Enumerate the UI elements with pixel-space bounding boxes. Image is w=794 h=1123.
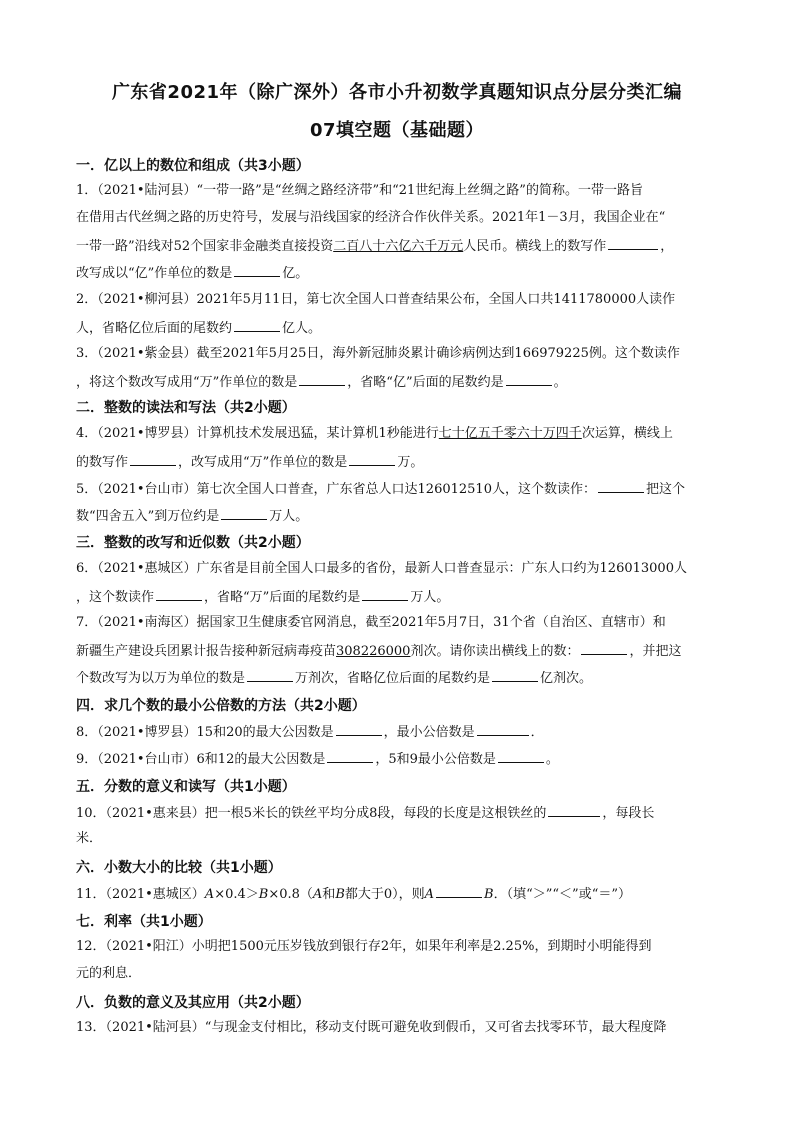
question-3-line-1: 3．（2021•紫金县）截至2021年5月25日，海外新冠肺炎累计确诊病例达到166979225例。这个数读作 bbox=[76, 346, 680, 361]
question-text: 10．（2021•惠来县）把一根5米长的铁丝平均分成8段，每段的长度是这根铁丝的 bbox=[76, 806, 547, 821]
question-5-line-2 bbox=[76, 506, 722, 526]
question-10-line-1 bbox=[76, 803, 722, 823]
answer-blank[interactable] bbox=[336, 722, 382, 736]
question-text: 新疆生产建设兵团累计报告接种新冠病毒疫苗 bbox=[76, 644, 337, 659]
variable-b: B bbox=[258, 887, 269, 902]
question-2-line-1: 2．（2021•柳河县）2021年5月11日，第七次全国人口普查结果公布，全国人口共1411780000人读作 bbox=[76, 292, 676, 307]
question-text: 8．（2021•博罗县）15和20的最大公因数是 bbox=[76, 725, 334, 740]
variable-a: A bbox=[312, 887, 323, 902]
question-text: ，5和9最小公倍数是 bbox=[375, 752, 496, 767]
question-9-line-1 bbox=[76, 749, 722, 769]
question-12-line-1: 12．（2021•阳江）小明把1500元压岁钱放到银行存2年，如果年利率是2.25%，到期时小明能得到 bbox=[76, 939, 652, 954]
question-text: ，这个数读作 bbox=[76, 590, 155, 605]
section-heading: 六．小数大小的比较（共1小题） bbox=[76, 860, 282, 876]
question-text: ，并把这 bbox=[629, 644, 682, 659]
answer-blank[interactable] bbox=[506, 372, 552, 386]
answer-blank[interactable] bbox=[234, 263, 280, 277]
question-text: 个数改写为以万为单位的数是 bbox=[76, 671, 246, 686]
question-4-line-2 bbox=[76, 452, 722, 472]
question-text: 剂次。请你读出横线上的数： bbox=[410, 644, 580, 659]
question-10-line-2: 米． bbox=[76, 831, 103, 846]
section-heading: 五．分数的意义和读写（共1小题） bbox=[76, 779, 296, 795]
question-text: ． bbox=[530, 725, 544, 740]
question-4-line-1 bbox=[76, 425, 722, 443]
question-text: 11．（2021•惠城区） bbox=[76, 887, 205, 902]
question-text: 改写成以“亿”作单位的数是 bbox=[76, 266, 233, 281]
question-1-line-3 bbox=[76, 236, 722, 256]
question-text: 都大于0），则 bbox=[344, 887, 425, 902]
section-heading: 七．利率（共1小题） bbox=[76, 914, 212, 930]
question-7-line-2 bbox=[76, 641, 722, 661]
answer-blank[interactable] bbox=[130, 452, 176, 466]
answer-blank[interactable] bbox=[608, 236, 658, 250]
underlined-number: 308226000 bbox=[336, 644, 411, 659]
answer-blank[interactable] bbox=[477, 722, 529, 736]
answer-blank[interactable] bbox=[221, 506, 267, 520]
question-text: 万剂次，省略亿位后面的尾数约是 bbox=[295, 671, 491, 686]
question-text: 。 bbox=[553, 375, 567, 390]
question-text: ×0.4＞ bbox=[214, 887, 259, 902]
question-12-line-2: 元的利息． bbox=[76, 966, 142, 981]
answer-blank[interactable] bbox=[156, 587, 202, 601]
question-6-line-2 bbox=[76, 587, 722, 607]
question-text: 人，省略亿位后面的尾数约 bbox=[76, 321, 233, 336]
question-7-line-1: 7．（2021•南海区）据国家卫生健康委官网消息，截至2021年5月7日，31个省（自治区、直辖市）和 bbox=[76, 615, 666, 630]
answer-blank[interactable] bbox=[498, 749, 544, 763]
question-1-line-4 bbox=[76, 263, 722, 283]
section-heading: 二．整数的读法和写法（共2小题） bbox=[76, 400, 296, 416]
answer-blank[interactable] bbox=[327, 749, 373, 763]
question-text: ×0.8（ bbox=[268, 887, 313, 902]
question-text: ，省略“万”后面的尾数约是 bbox=[204, 590, 361, 605]
answer-blank[interactable] bbox=[362, 587, 408, 601]
answer-blank[interactable] bbox=[492, 668, 538, 682]
question-8-line-1 bbox=[76, 722, 722, 742]
section-heading: 八．负数的意义及其应用（共2小题） bbox=[76, 995, 310, 1011]
question-1-line-1: 1．（2021•陆河县）“一带一路”是“丝绸之路经济带”和“21世纪海上丝绸之路”的简称。一带一路旨 bbox=[76, 183, 643, 198]
question-11-line-1 bbox=[76, 884, 722, 904]
answer-blank[interactable] bbox=[299, 372, 345, 386]
question-text: 数“四舍五入”到万位约是 bbox=[76, 509, 220, 524]
question-text: 次运算，横线上 bbox=[581, 426, 673, 441]
variable-b: B bbox=[484, 887, 494, 902]
question-text: ，改写成用“万”作单位的数是 bbox=[178, 455, 348, 470]
question-text: 4．（2021•博罗县）计算机技术发展迅猛，某计算机1秒能进行 bbox=[76, 426, 439, 441]
question-text: ，最小公倍数是 bbox=[383, 725, 475, 740]
question-text: 亿。 bbox=[282, 266, 309, 281]
question-text: ，省略“亿”后面的尾数约是 bbox=[347, 375, 504, 390]
question-text: 人民币。横线上的数写作 bbox=[463, 239, 607, 254]
question-text: ， bbox=[660, 239, 674, 254]
question-1-line-2: 在借用古代丝绸之路的历史符号，发展与沿线国家的经济合作伙伴关系。2021年1－3月，我国企业在“ bbox=[76, 210, 666, 225]
underlined-number: 二百八十六亿六千万元 bbox=[333, 239, 464, 254]
question-text: ．（填“＞”“＜”或“＝”） bbox=[493, 887, 631, 902]
question-text: 和 bbox=[322, 887, 336, 902]
question-text: 一带一路”沿线对52个国家非金融类直接投资 bbox=[76, 239, 334, 254]
question-text: 把这个 bbox=[645, 482, 685, 497]
question-5-line-1 bbox=[76, 479, 722, 499]
answer-blank[interactable] bbox=[581, 641, 627, 655]
underlined-number: 七十亿五千零六十万四千 bbox=[438, 426, 582, 441]
question-text: 亿人。 bbox=[282, 321, 322, 336]
question-text: 万。 bbox=[397, 455, 424, 470]
document-subtitle: 07填空题（基础题） bbox=[309, 120, 485, 141]
section-heading: 四．求几个数的最小公倍数的方法（共2小题） bbox=[76, 698, 366, 714]
question-text: 5．（2021•台山市）第七次全国人口普查，广东省总人口达126012510人，这个数读作： bbox=[76, 482, 596, 497]
question-text: 的数写作 bbox=[76, 455, 129, 470]
question-text: 亿剂次。 bbox=[540, 671, 593, 686]
question-text: ，将这个数改写成用“万”作单位的数是 bbox=[76, 375, 298, 390]
question-text: 万人。 bbox=[269, 509, 309, 524]
answer-blank[interactable] bbox=[234, 318, 280, 332]
question-text: 。 bbox=[545, 752, 559, 767]
document-title: 广东省2021年（除广深外）各市小升初数学真题知识点分层分类汇编 bbox=[111, 82, 683, 103]
answer-blank[interactable] bbox=[436, 884, 482, 898]
answer-blank[interactable] bbox=[247, 668, 293, 682]
variable-a: A bbox=[204, 887, 215, 902]
question-6-line-1: 6．（2021•惠城区）广东省是目前全国人口最多的省份，最新人口普查显示：广东人口约为126013000人 bbox=[76, 561, 687, 576]
question-7-line-3 bbox=[76, 668, 722, 688]
question-2-line-2 bbox=[76, 318, 722, 338]
question-3-line-2 bbox=[76, 372, 722, 392]
answer-blank[interactable] bbox=[598, 479, 644, 493]
answer-blank[interactable] bbox=[349, 452, 395, 466]
variable-a: A bbox=[424, 887, 435, 902]
question-text: ，每段长 bbox=[602, 806, 655, 821]
question-text: 万人。 bbox=[410, 590, 450, 605]
section-heading: 三．整数的改写和近似数（共2小题） bbox=[76, 535, 310, 551]
question-text: 9．（2021•台山市）6和12的最大公因数是 bbox=[76, 752, 326, 767]
answer-blank[interactable] bbox=[548, 803, 600, 817]
section-heading: 一．亿以上的数位和组成（共3小题） bbox=[76, 158, 310, 174]
question-13-line-1: 13．（2021•陆河县）“与现金支付相比，移动支付既可避免收到假币，又可省去找零环节，最大程度降 bbox=[76, 1020, 667, 1035]
variable-b: B bbox=[335, 887, 345, 902]
